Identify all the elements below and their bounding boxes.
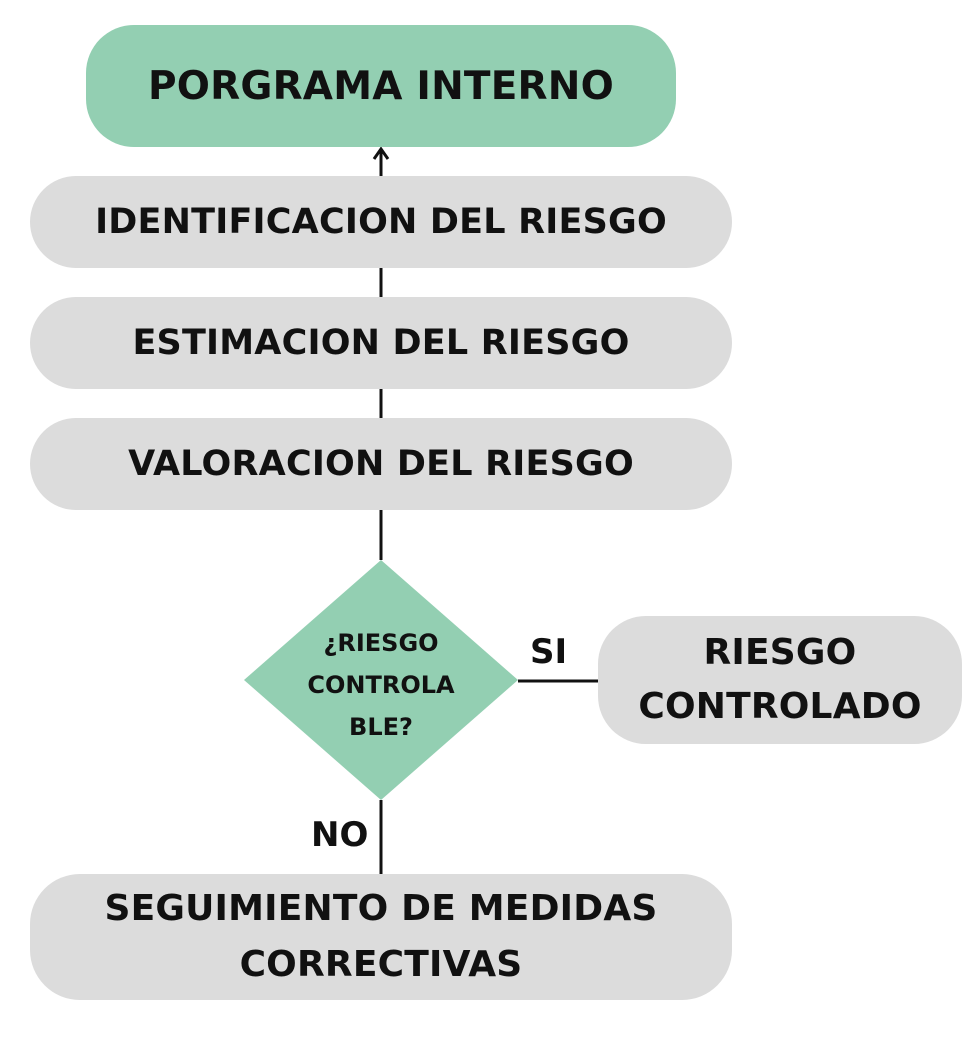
decision-label-line2: CONTROLA [307,671,455,699]
riesgo-controlado-line1: RIESGO [703,632,857,673]
programa-interno-box [86,25,676,147]
decision-label-line1: ¿RIESGO [323,629,439,657]
identificacion-box [30,176,732,268]
decision-label [282,622,480,748]
seguimiento-line1: SEGUIMIENTO DE MEDIDAS [104,888,658,929]
seguimiento-line2: CORRECTIVAS [239,944,523,985]
estimacion-label: ESTIMACION DEL RIESGO [132,323,630,363]
valoracion-box [30,418,732,510]
decision-label-line3: BLE? [349,713,413,741]
no-label: NO [311,815,369,855]
valoracion-label: VALORACION DEL RIESGO [128,444,634,484]
identificacion-label: IDENTIFICACION DEL RIESGO [95,202,667,242]
riesgo-controlado-box [598,616,962,744]
seguimiento-box [30,874,732,1000]
yes-label: SI [530,632,568,672]
riesgo-controlado-line2: CONTROLADO [638,686,922,727]
estimacion-box [30,297,732,389]
programa-interno-label: PORGRAMA INTERNO [148,63,614,109]
